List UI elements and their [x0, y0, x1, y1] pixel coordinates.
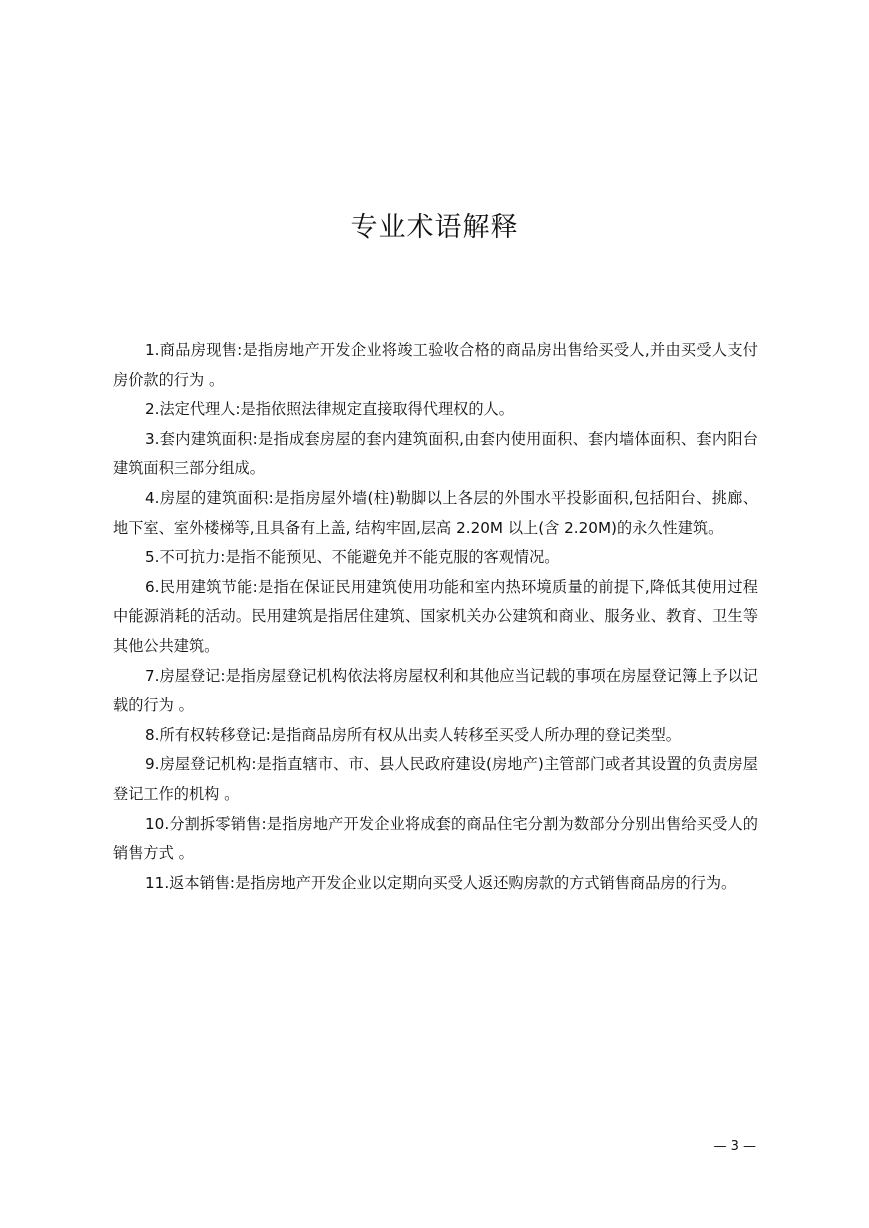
- term-paragraph: 8.所有权转移登记:是指商品房所有权从出卖人转移至买受人所办理的登记类型。: [145, 725, 681, 744]
- term-paragraph: 10.分割拆零销售:是指房地产开发企业将成套的商品住宅分割为数部分分别出售给买受人的销售方式 。: [113, 814, 758, 863]
- term-paragraph: 7.房屋登记:是指房屋登记机构依法将房屋权利和其他应当记载的事项在房屋登记簿上予以记载的行为 。: [113, 666, 758, 715]
- term-paragraph: 3.套内建筑面积:是指成套房屋的套内建筑面积,由套内使用面积、套内墙体面积、套内阳台建筑面积三部分组成。: [113, 429, 758, 478]
- terms-list: [113, 336, 758, 898]
- term-paragraph: 4.房屋的建筑面积:是指房屋外墙(柱)勒脚以上各层的外围水平投影面积,包括阳台、挑廊、地下室、室外楼梯等,且具备有上盖, 结构牢固,层高 2.20M 以上(含 2.20M)的永久性建筑。: [113, 488, 758, 537]
- term-paragraph: 5.不可抗力:是指不能预见、不能避免并不能克服的客观情况。: [145, 548, 560, 567]
- term-paragraph: 9.房屋登记机构:是指直辖市、市、县人民政府建设(房地产)主管部门或者其设置的负责房屋登记工作的机构 。: [113, 755, 758, 803]
- term-paragraph: 11.返本销售:是指房地产开发企业以定期向买受人返还购房款的方式销售商品房的行为。: [145, 873, 737, 892]
- page-title: 专业术语解释: [350, 212, 519, 243]
- term-paragraph: 2.法定代理人:是指依照法律规定直接取得代理权的人。: [145, 400, 514, 419]
- term-paragraph: 6.民用建筑节能:是指在保证民用建筑使用功能和室内热环境质量的前提下,降低其使用过程中能源消耗的活动。民用建筑是指居住建筑、国家机关办公建筑和商业、服务业、教育、卫生等其他公共建筑。: [113, 577, 758, 655]
- page-number: — 3 —: [713, 1139, 756, 1154]
- term-paragraph: 1.商品房现售:是指房地产开发企业将竣工验收合格的商品房出售给买受人,并由买受人支付房价款的行为 。: [113, 341, 758, 389]
